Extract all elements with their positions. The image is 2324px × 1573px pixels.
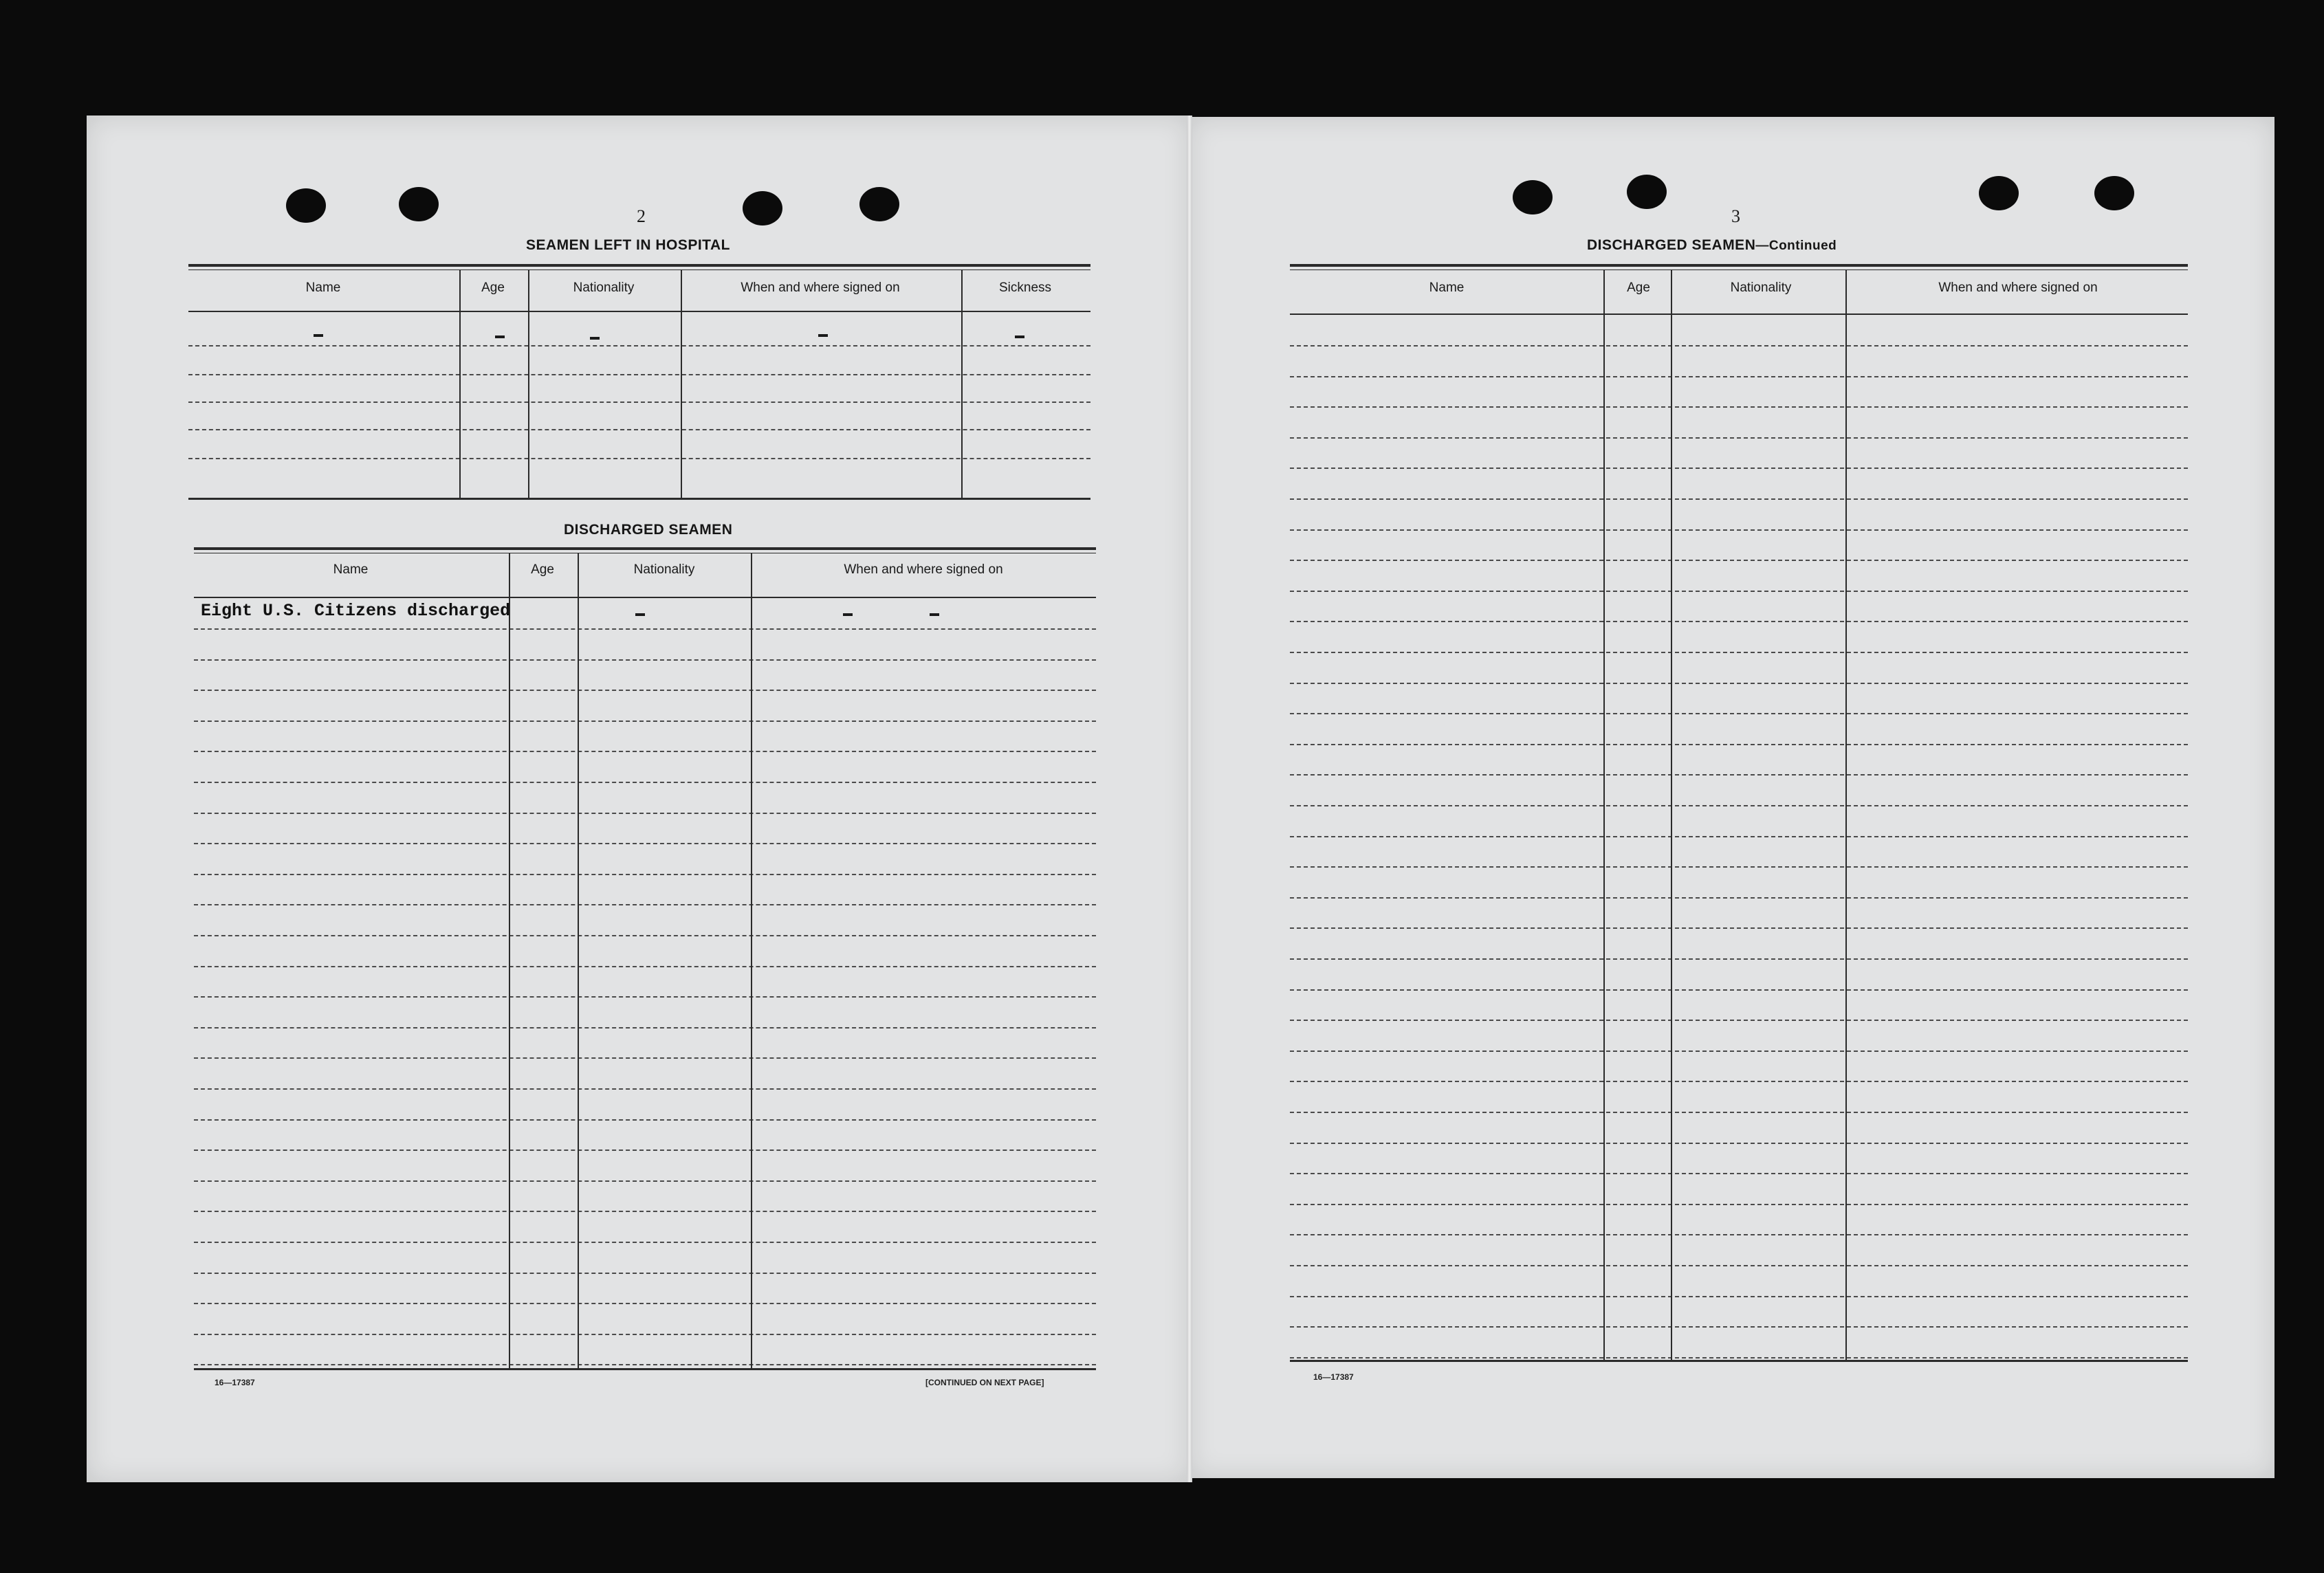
title-suffix: —Continued — [1755, 239, 1837, 253]
column-header-age: Age — [531, 562, 554, 577]
dash-mark — [843, 613, 853, 616]
table-row-line — [1290, 591, 2188, 592]
table-row-line — [194, 1273, 1096, 1274]
table-row-line — [1290, 1204, 2188, 1205]
table-row-line — [194, 843, 1096, 844]
table-row-line — [1290, 927, 2188, 929]
column-header-nationality: Nationality — [633, 562, 695, 577]
discharged-continued-table — [1290, 264, 2188, 1364]
table-row-line — [1290, 897, 2188, 899]
column-header-signed-on: When and where signed on — [741, 280, 900, 295]
dash-mark — [314, 334, 323, 337]
table-row-line — [1290, 683, 2188, 684]
table-row-line — [1290, 376, 2188, 377]
table-row-line — [1290, 866, 2188, 868]
dash-mark — [1015, 336, 1024, 338]
discharged-continued-title — [1587, 237, 1837, 254]
punch-hole — [2094, 176, 2134, 210]
table-row-line — [1290, 529, 2188, 531]
table-row-line — [194, 874, 1096, 875]
table-row-line — [1290, 1112, 2188, 1113]
continued-note: [CONTINUED ON NEXT PAGE] — [925, 1378, 1044, 1387]
punch-hole — [399, 187, 439, 221]
table-row-line — [1290, 1296, 2188, 1297]
column-header-age: Age — [1627, 280, 1650, 295]
dash-mark — [590, 337, 600, 340]
table-row-line — [1290, 621, 2188, 622]
table-row-line — [1290, 406, 2188, 408]
table-row-line — [1290, 1081, 2188, 1082]
table-row-line — [1290, 1020, 2188, 1021]
punch-hole — [859, 187, 899, 221]
column-header-name: Name — [1429, 280, 1465, 295]
column-header-sickness: Sickness — [998, 280, 1052, 295]
column-header-signed-on: When and where signed on — [1938, 280, 2098, 295]
table-row-line — [194, 751, 1096, 752]
table-row-line — [1290, 774, 2188, 776]
table-row-line — [194, 966, 1096, 967]
table-row-line — [194, 1242, 1096, 1243]
hospital-table — [188, 264, 1090, 502]
table-row-line — [1290, 652, 2188, 653]
form-number: 16—17387 — [215, 1378, 255, 1387]
table-row-line — [1290, 1143, 2188, 1144]
punch-hole — [1627, 175, 1667, 209]
table-row-line — [194, 996, 1096, 998]
punch-hole — [1979, 176, 2019, 210]
discharged-section-title: DISCHARGED SEAMEN — [564, 522, 733, 538]
table-row-line — [194, 1088, 1096, 1090]
table-row-line — [194, 720, 1096, 722]
table-row-line — [1290, 1234, 2188, 1235]
typed-entry: Eight U.S. Citizens discharged — [201, 601, 511, 621]
dash-mark — [495, 336, 505, 338]
table-row-line — [194, 1057, 1096, 1059]
table-row-line — [194, 628, 1096, 630]
page-number: 3 — [1731, 206, 1740, 226]
table-row-line — [1290, 345, 2188, 346]
column-header-age: Age — [481, 280, 505, 295]
punch-hole — [1513, 180, 1553, 214]
table-row-line — [194, 1180, 1096, 1182]
dash-mark — [930, 613, 939, 616]
column-header-signed-on: When and where signed on — [844, 562, 1003, 577]
title-main: DISCHARGED SEAMEN — [1587, 237, 1756, 253]
table-row-line — [1290, 560, 2188, 561]
table-row-line — [1290, 989, 2188, 991]
column-header-name: Name — [333, 562, 369, 577]
table-row-line — [194, 1303, 1096, 1304]
form-number: 16—17387 — [1313, 1372, 1354, 1382]
hospital-section-title: SEAMEN LEFT IN HOSPITAL — [526, 237, 730, 253]
table-row-line — [1290, 805, 2188, 806]
table-row-line — [194, 1334, 1096, 1335]
table-row-line — [1290, 437, 2188, 439]
table-row-line — [194, 690, 1096, 691]
table-row-line — [1290, 1357, 2188, 1358]
table-row-line — [194, 1150, 1096, 1151]
column-header-nationality: Nationality — [573, 280, 635, 295]
column-header-nationality: Nationality — [1730, 280, 1792, 295]
punch-hole — [743, 191, 782, 226]
table-row-line — [1290, 713, 2188, 714]
dash-mark — [818, 334, 828, 337]
table-row-line — [194, 813, 1096, 814]
table-row-line — [194, 1364, 1096, 1365]
table-row-line — [194, 904, 1096, 905]
punch-hole — [286, 188, 326, 223]
center-fold — [1187, 116, 1192, 1482]
table-row-line — [1290, 1265, 2188, 1266]
column-header-name: Name — [305, 280, 341, 295]
table-row-line — [194, 935, 1096, 936]
table-row-line — [1290, 1173, 2188, 1174]
table-row-line — [194, 782, 1096, 783]
table-row-line — [1290, 498, 2188, 500]
table-row-line — [1290, 468, 2188, 469]
table-row-line — [194, 1211, 1096, 1212]
table-row-line — [1290, 744, 2188, 745]
table-row-line — [1290, 958, 2188, 960]
page-number: 2 — [637, 206, 646, 226]
table-row-line — [1290, 1050, 2188, 1052]
table-row-line — [194, 1119, 1096, 1121]
table-row-line — [194, 1027, 1096, 1028]
discharged-table — [194, 547, 1096, 1372]
dash-mark — [635, 613, 645, 616]
table-row-line — [1290, 1326, 2188, 1328]
table-row-line — [1290, 836, 2188, 837]
table-row-line — [194, 659, 1096, 661]
